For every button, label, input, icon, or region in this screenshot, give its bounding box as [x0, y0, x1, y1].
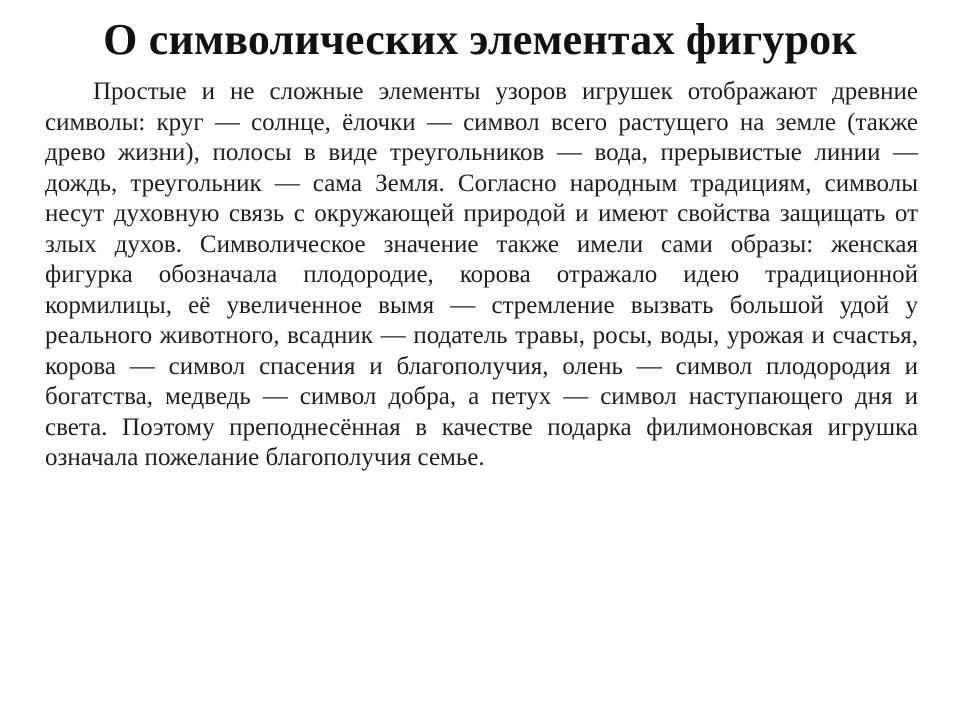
slide-title: О символических элементах фигурок [103, 15, 857, 64]
slide-body-paragraph: Простые и не сложные элементы узоров игрушек отображают древние символы: круг — солнце, ёлочки — символ всего растущего на земле (также древо жизни), полосы в виде треугольников — вода, прерывистые линии — дождь, треугольник — сама Земля. Согласно народным традициям, символы несут духовную связь с окружающей природой и имеют свойства защищать от злых духов. Символическое значение также имели сами образы: женская фигурка обозначала плодородие, корова отражало идею традиционной кормилицы, её увеличенное вымя — стремление вызвать большой удой у реального животного, всадник — податель травы, росы, воды, урожая и счастья, корова — символ спасения и благополучия, олень — символ плодородия и богатства, медведь — символ добра, а петух — символ наступающего дня и света. Поэтому преподнесённая в качестве подарка филимоновская игрушка означала пожелание благополучия семье. [45, 78, 918, 471]
